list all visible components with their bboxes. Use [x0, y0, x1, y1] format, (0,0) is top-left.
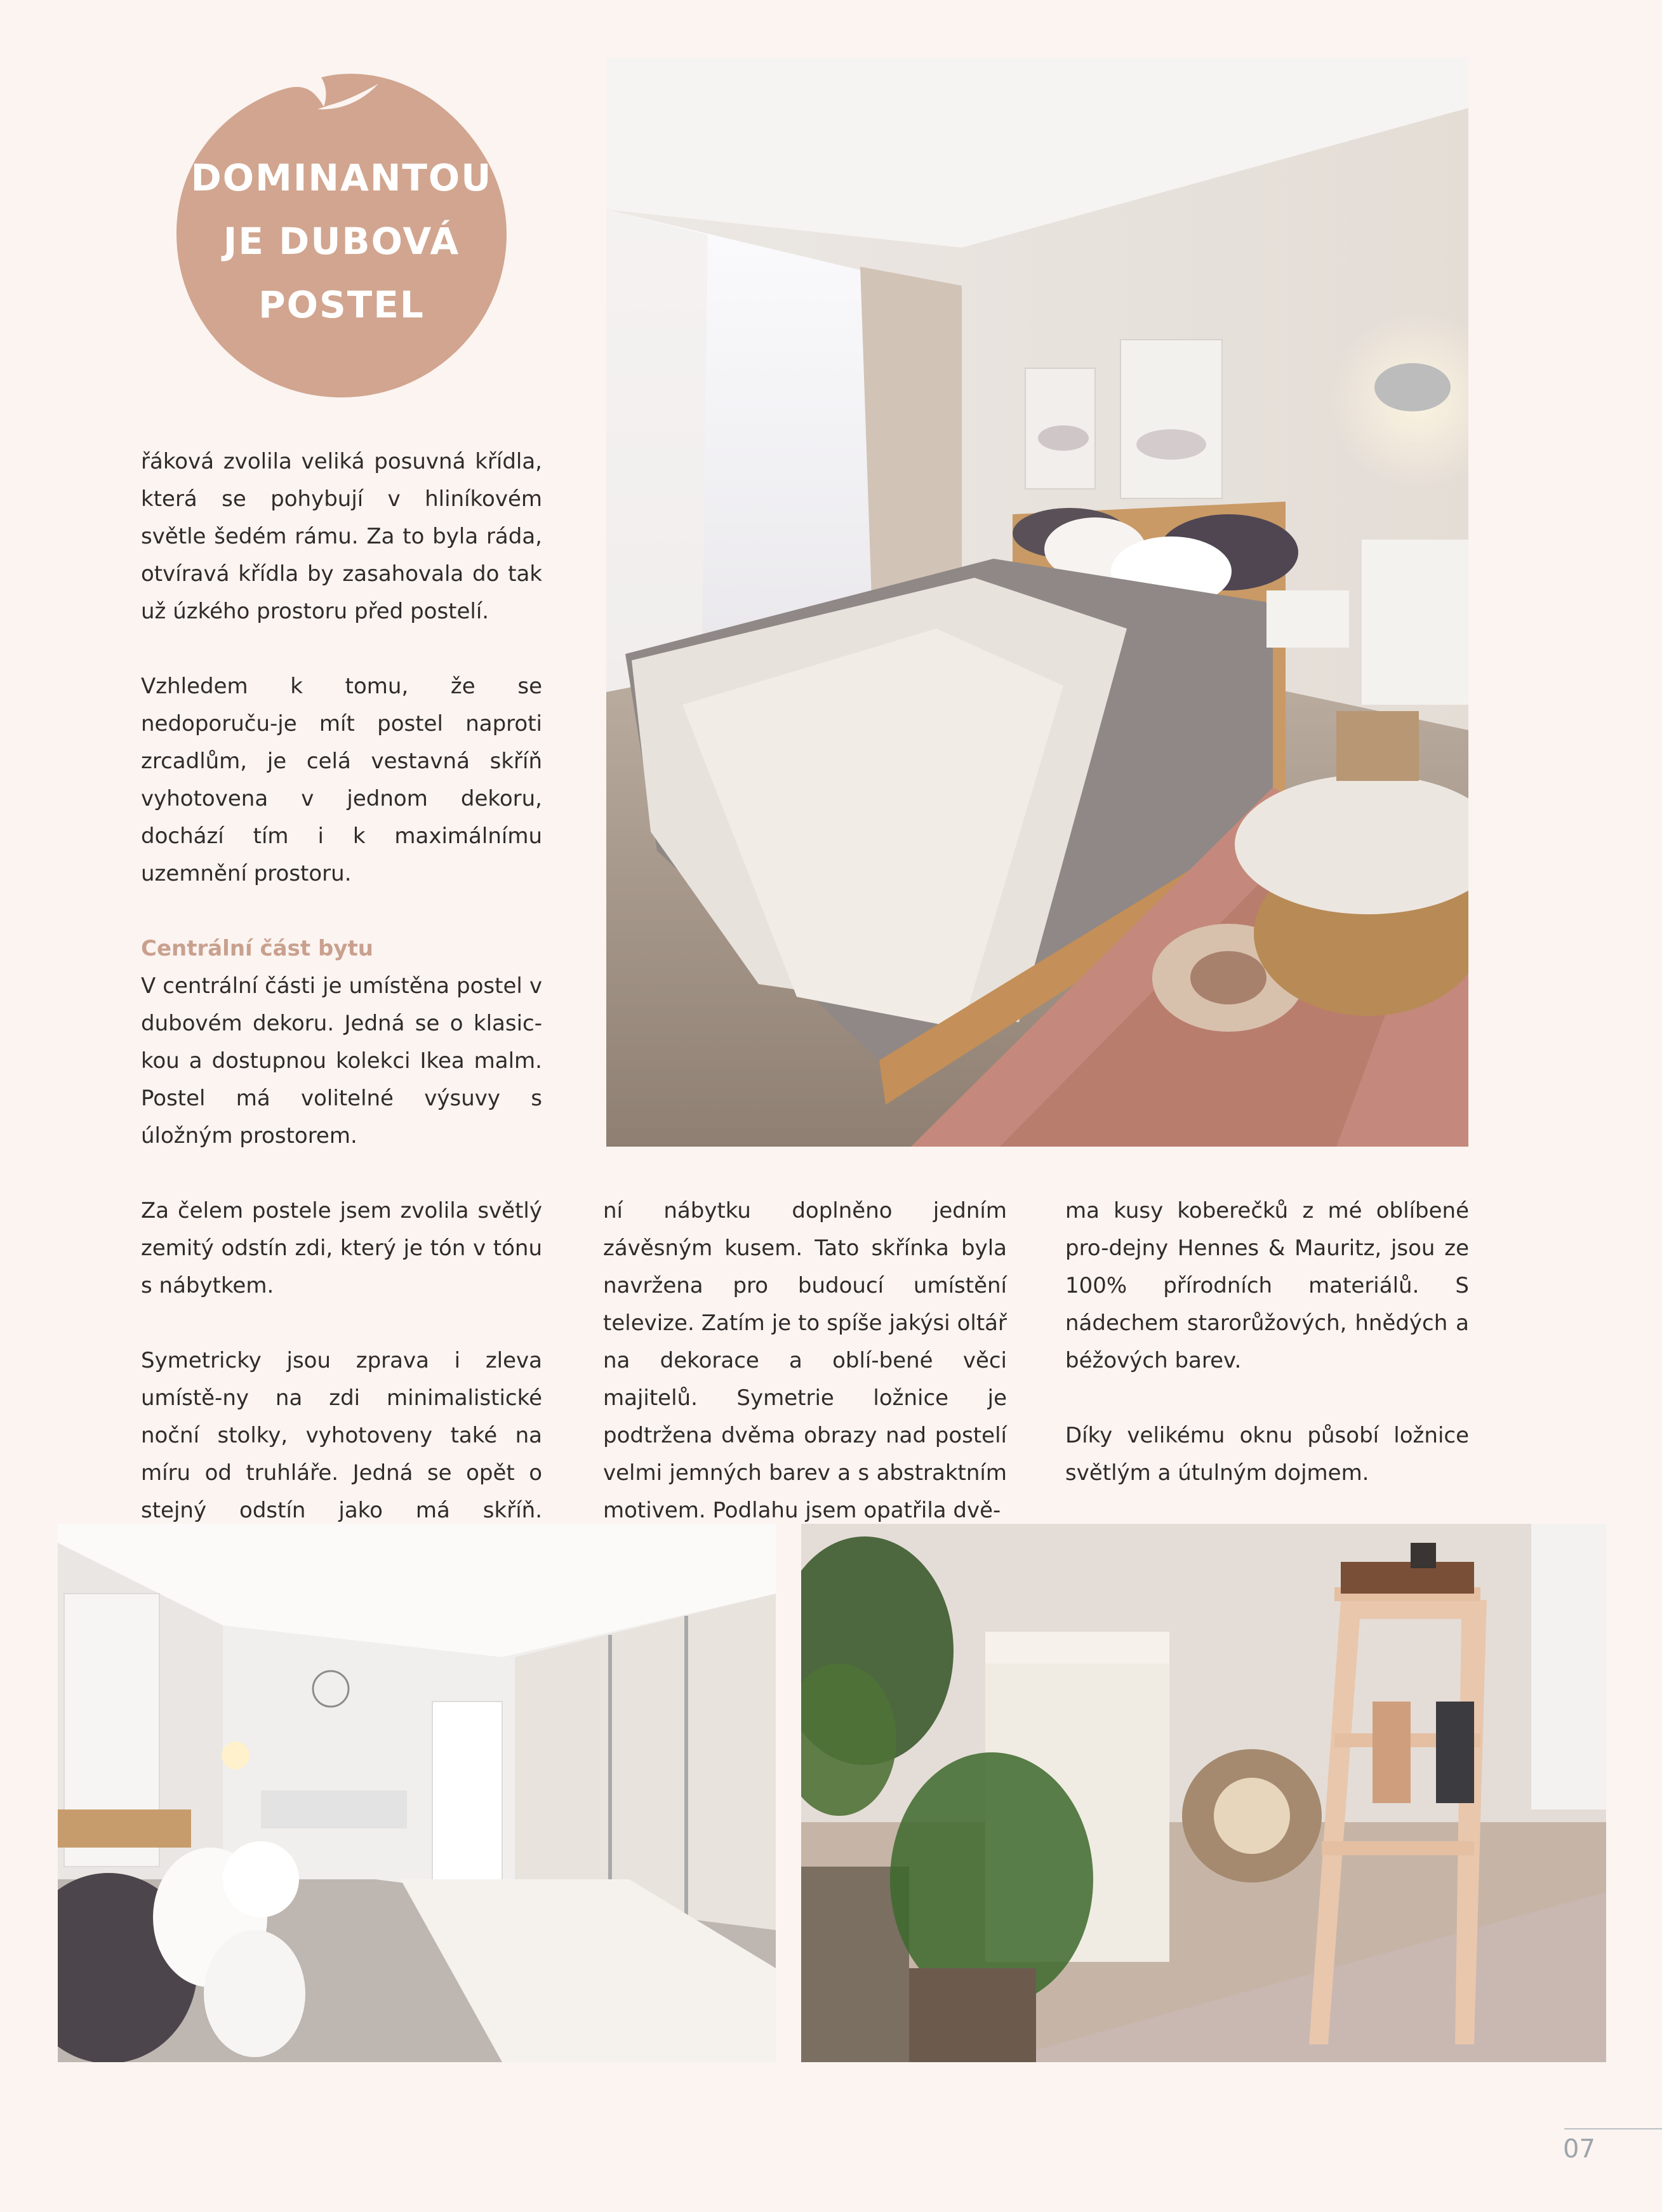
- subheading: Centrální část bytu: [141, 936, 373, 961]
- text-column-1: [141, 443, 542, 1567]
- headline-badge: [176, 71, 507, 398]
- paragraph: Symetricky jsou zprava i zleva umístě-ny na zdi minimalistické noční stolky, vyhotoveny také na míru od truhláře. Jedná se opět o stejný odstín jako má skříň.: [141, 1348, 542, 1523]
- text-column-3: [1065, 1192, 1469, 1492]
- decor-corner-photo-image: [801, 1524, 1606, 2062]
- bedroom-photo: [606, 57, 1468, 1147]
- text-column-2: [603, 1192, 1007, 1529]
- bedroom-photo-image: [606, 57, 1468, 1147]
- wardrobe-photo-image: [58, 1524, 776, 2062]
- paragraph: řáková zvolila veliká posuvná křídla, která se pohybují v hliníkovém světle šedém rámu. Za to byla ráda, otvíravá křídla by zasahovala do tak už úzkého prostoru před postelí.: [141, 449, 542, 624]
- paragraph: Vzhledem k tomu, že se nedoporuču-je mít postel naproti zrcadlům, je celá vestavná skříň vyhotovena v jednom dekoru, dochází tím i k maximálnímu uzemnění prostoru.: [141, 674, 542, 886]
- badge-line-1: DOMINANTOU: [190, 156, 493, 199]
- decor-corner-photo: [801, 1524, 1606, 2062]
- page-number-rule: [1564, 2128, 1662, 2129]
- paragraph: ma kusy koberečků z mé oblíbené pro-dejny Hennes & Mauritz, jsou ze 100% přírodních materiálů. S nádechem starorůžových, hnědých a béžových barev.: [1065, 1198, 1469, 1373]
- paragraph: ní nábytku doplněno jedním závěsným kusem. Tato skřínka byla navržena pro budoucí umístění televize. Zatím je to spíše jakýsi oltář na dekorace a oblí-bené věci majitelů. Symetrie ložnice je podtržena dvěma obrazy nad postelí velmi jemných barev a s abstraktním motivem. Podlahu jsem opatřila dvě-: [603, 1198, 1007, 1523]
- badge-line-2: JE DUBOVÁ: [223, 220, 460, 263]
- paragraph: Za čelem postele jsem zvolila světlý zemitý odstín zdi, který je tón v tónu s nábytkem.: [141, 1198, 542, 1298]
- section-block: [141, 930, 542, 1155]
- badge-line-3: POSTEL: [258, 283, 425, 326]
- paragraph: V centrální části je umístěna postel v dubovém dekoru. Jedná se o klasic-kou a dostupnou kolekci Ikea malm. Postel má volitelné výsuvy s úložným prostorem.: [141, 973, 542, 1149]
- wardrobe-photo: [58, 1524, 776, 2062]
- paragraph: Díky velikému oknu působí ložnice světlým a útulným dojmem.: [1065, 1423, 1469, 1486]
- badge-title: [176, 146, 507, 336]
- page-number: 07: [1563, 2135, 1595, 2164]
